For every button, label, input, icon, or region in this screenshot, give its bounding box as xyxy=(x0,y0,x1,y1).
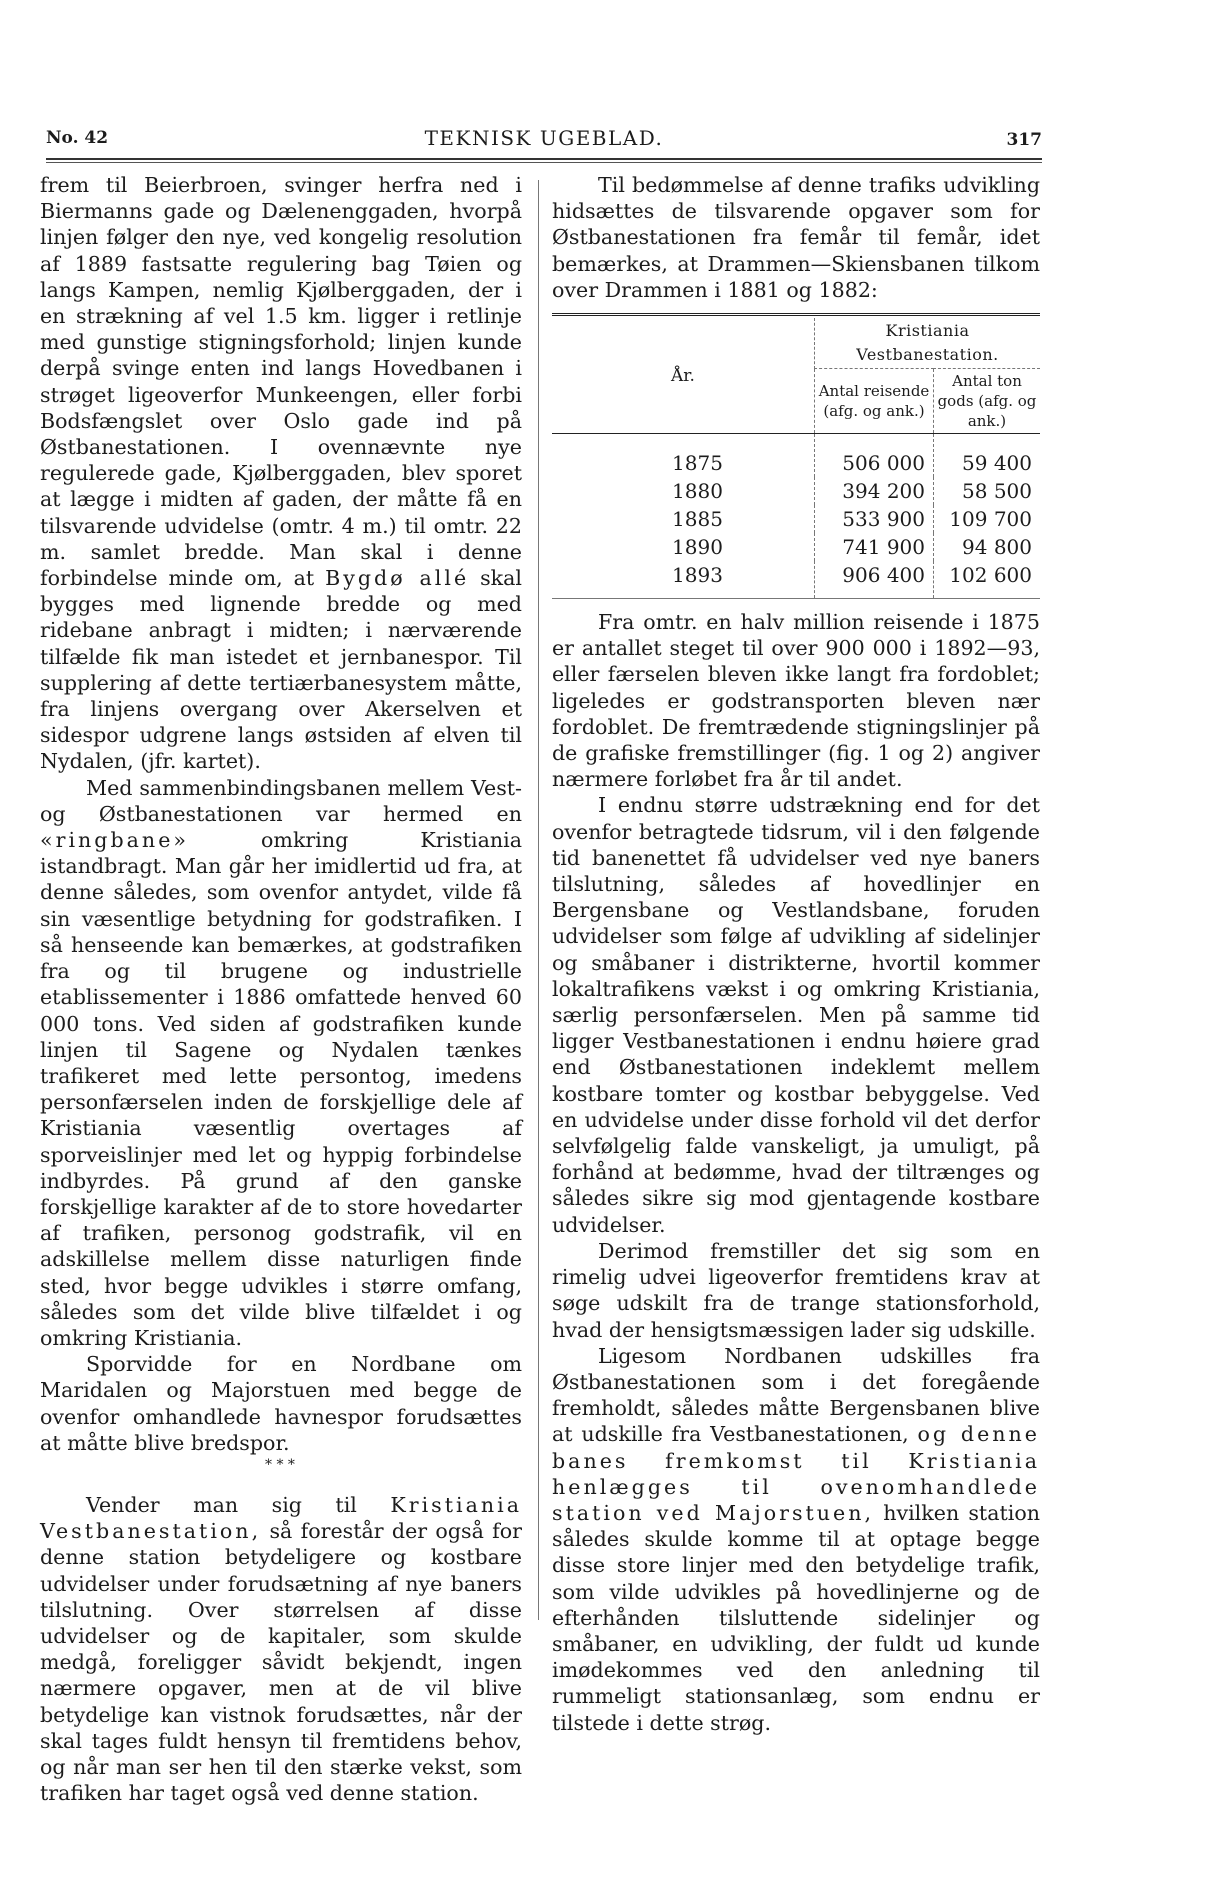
right-column xyxy=(552,172,1040,1736)
column-divider xyxy=(538,180,539,1620)
paragraph: Fra omtr. en halv million reisende i 1875 er antallet steget til over 900 000 i 1892—93, eller færselen bleven ikke langt fra fordoblet; ligeledes er godstransporten bleven nær fordoblet. De fremtrædende stigningslinjer på de grafiske fremstillinger (fig. 1 og 2) angiver nærmere forløbet fra år til andet. xyxy=(552,610,1040,792)
spaced-text: og denne banes fremkomst til Kristiania henlægges til ovenomhandlede station ved Majorstuen, xyxy=(552,1422,1040,1525)
paragraph: Med sammenbindingsbanen mellem Vest- og Østbanestationen var hermed en «ringbane» omkring Kristiania istandbragt. Man går her imidlertid ud fra, at denne således, som ovenfor antydet, vilde få sin væsentlige betydning for godstrafiken. I så henseende kan bemærkes, at godstrafiken fra og til brugene og industrielle etablissementer i 1886 omfattede henved 60 000 tons. Ved siden af godstrafiken kunde linjen til Sagene og Nydalen tænkes trafikeret med lette persontog, imedens personfærselen inden de forskjellige dele af Kristiania væsentlig overtages af sporveislinjer med let og hyppig forbindelse indbyrdes. På grund af den ganske forskjellige karakter af de to store hovedarter af trafiken, personog godstrafik, vil en adskillelse mellem disse naturligen finde sted, hvor begge udvikles i større omfang, således som det vilde blive tilfældet i og omkring Kristiania. xyxy=(40,775,522,1350)
spaced-text: Kristiania Vestbanestation, xyxy=(40,1492,523,1544)
goods-header: Antal ton gods (afg. og ank.) xyxy=(934,369,1041,434)
journal-title: TEKNISK UGEBLAD. xyxy=(424,126,664,150)
year-header: År. xyxy=(552,318,815,434)
issue-number: No. 42 xyxy=(46,128,109,148)
page-header xyxy=(46,126,1042,152)
travellers-header: Antal reisende (afg. og ank.) xyxy=(815,369,934,434)
table-row: 1885 533 900 109 700 xyxy=(552,505,1040,533)
paragraph: Til bedømmelse af denne trafiks udvikling hidsættes de tilsvarende opgaver som for Østbanestationen fra femår til femår, idet bemærkes, at Drammen—Skiensbanen tilkom over Drammen i 1881 og 1882: xyxy=(552,173,1040,302)
traffic-table xyxy=(552,313,1040,599)
section-separator xyxy=(40,1456,522,1492)
paragraph: Vender man sig til Kristiania Vestbanestation, så forestår der også for denne station betydeligere og kostbare udvidelser under forudsætning af nye baners tilslutning. Over størrelsen af disse udvidelser og de kapitaler, som skulde medgå, foreligger såvidt bekjendt, ingen nærmere opgaver, men at de vil blive betydelige kan vistnok forudsættes, når der skal tages fuldt hensyn til fremtidens behov, og når man ser hen til den stærke vekst, som trafiken har taget også ved denne station. xyxy=(40,1492,523,1806)
header-rule-thin xyxy=(46,162,1042,163)
separator-glyph: * * * xyxy=(265,1456,295,1473)
left-column xyxy=(40,172,522,1806)
paragraph: Derimod fremstiller det sig som en rimelig udvei ligeoverfor fremtidens krav at søge udskilt fra de trange stationsforhold, hvad der hensigtsmæssigen lader sig udskille. xyxy=(552,1238,1040,1342)
spaced-text: «ringbane» xyxy=(40,828,189,853)
spaced-text: Bygdø allé xyxy=(325,566,470,591)
header-rule xyxy=(46,158,1042,160)
paragraph: frem til Beierbroen, svinger herfra ned i Biermanns gade og Dælenenggaden, hvorpå linjen følger den nye, ved kongelig resolution af 1889 fastsatte regulering bag Tøien og langs Kampen, nemlig Kjølberggaden, der i en strækning af vel 1.5 km. ligger i retlinje med gunstige stigningsforhold; linjen kunde derpå svinge enten ind langs Hovedbanen i strøget ligeoverfor Munkeengen, eller forbi Bodsfængslet over Oslo gade ind på Østbanestationen. I ovennævnte nye regulerede gade, Kjølberggaden, blev sporet at lægge i midten af gaden, der måtte få en tilsvarende udvidelse (omtr. 4 m.) til omtr. 22 m. samlet bredde. Man skal i denne forbindelse minde om, at Bygdø allé skal bygges med lignende bredde og med ridebane anbragt i midten; i nærværende tilfælde fik man istedet et jernbanespor. Til supplering af dette tertiærbanesystem måtte, fra linjens overgang over Akerselven et sidespor udgrene langs østsiden af elven til Nydalen, (jfr. kartet). xyxy=(40,173,522,774)
paragraph: Sporvidde for en Nordbane om Maridalen og Majorstuen med begge de ovenfor omhandlede havnespor forudsættes at måtte blive bredspor. xyxy=(40,1352,522,1455)
table-row: 1880 394 200 58 500 xyxy=(552,477,1040,505)
table-row: 1893 906 400 102 600 xyxy=(552,561,1040,599)
table-row: 1875 506 000 59 400 xyxy=(552,434,1040,478)
table-row: 1890 741 900 94 800 xyxy=(552,533,1040,561)
paragraph: I endnu større udstrækning end for det ovenfor betragtede tidsrum, vil i den følgende tid banenettet få udvidelser ved nye baners tilslutning, således af hovedlinjer en Bergensbane og Vestlandsbane, foruden udvidelser som følge af udvikling af sidelinjer og småbaner i distrikterne, hvortil kommer lokaltrafikens vækst i og omkring Kristiania, særlig personfærselen. Men på samme tid ligger Vestbanestationen i endnu høiere grad end Østbanestationen indeklemt mellem kostbare tomter og kostbar bebyggelse. Ved en udvidelse under disse forhold vil det derfor selvfølgelig falde vanskeligt, ja umuligt, på forhånd at bedømme, hvad der tiltrænges og således sikre sig mod gjentagende kostbare udvidelser. xyxy=(552,793,1040,1237)
paragraph: Ligesom Nordbanen udskilles fra Østbanestationen som i det foregående fremholdt, således måtte Bergensbanen blive at udskille fra Vestbanestationen, og denne banes fremkomst til Kristiania henlægges til ovenomhandlede station ved Majorstuen, hvilken station således skulde komme til at optage begge disse store linjer med den betydelige trafik, som vilde udvikles på hovedlinjerne og de efterhånden tilsluttende sidelinjer og småbaner, en udvikling, der fuldt ud kunde imødekommes ved den anledning til rummeligt stationsanlæg, som endnu er tilstede i dette strøg. xyxy=(552,1343,1040,1735)
station-header: Kristiania Vestbanestation. xyxy=(815,318,1041,369)
page-number: 317 xyxy=(1006,130,1042,150)
